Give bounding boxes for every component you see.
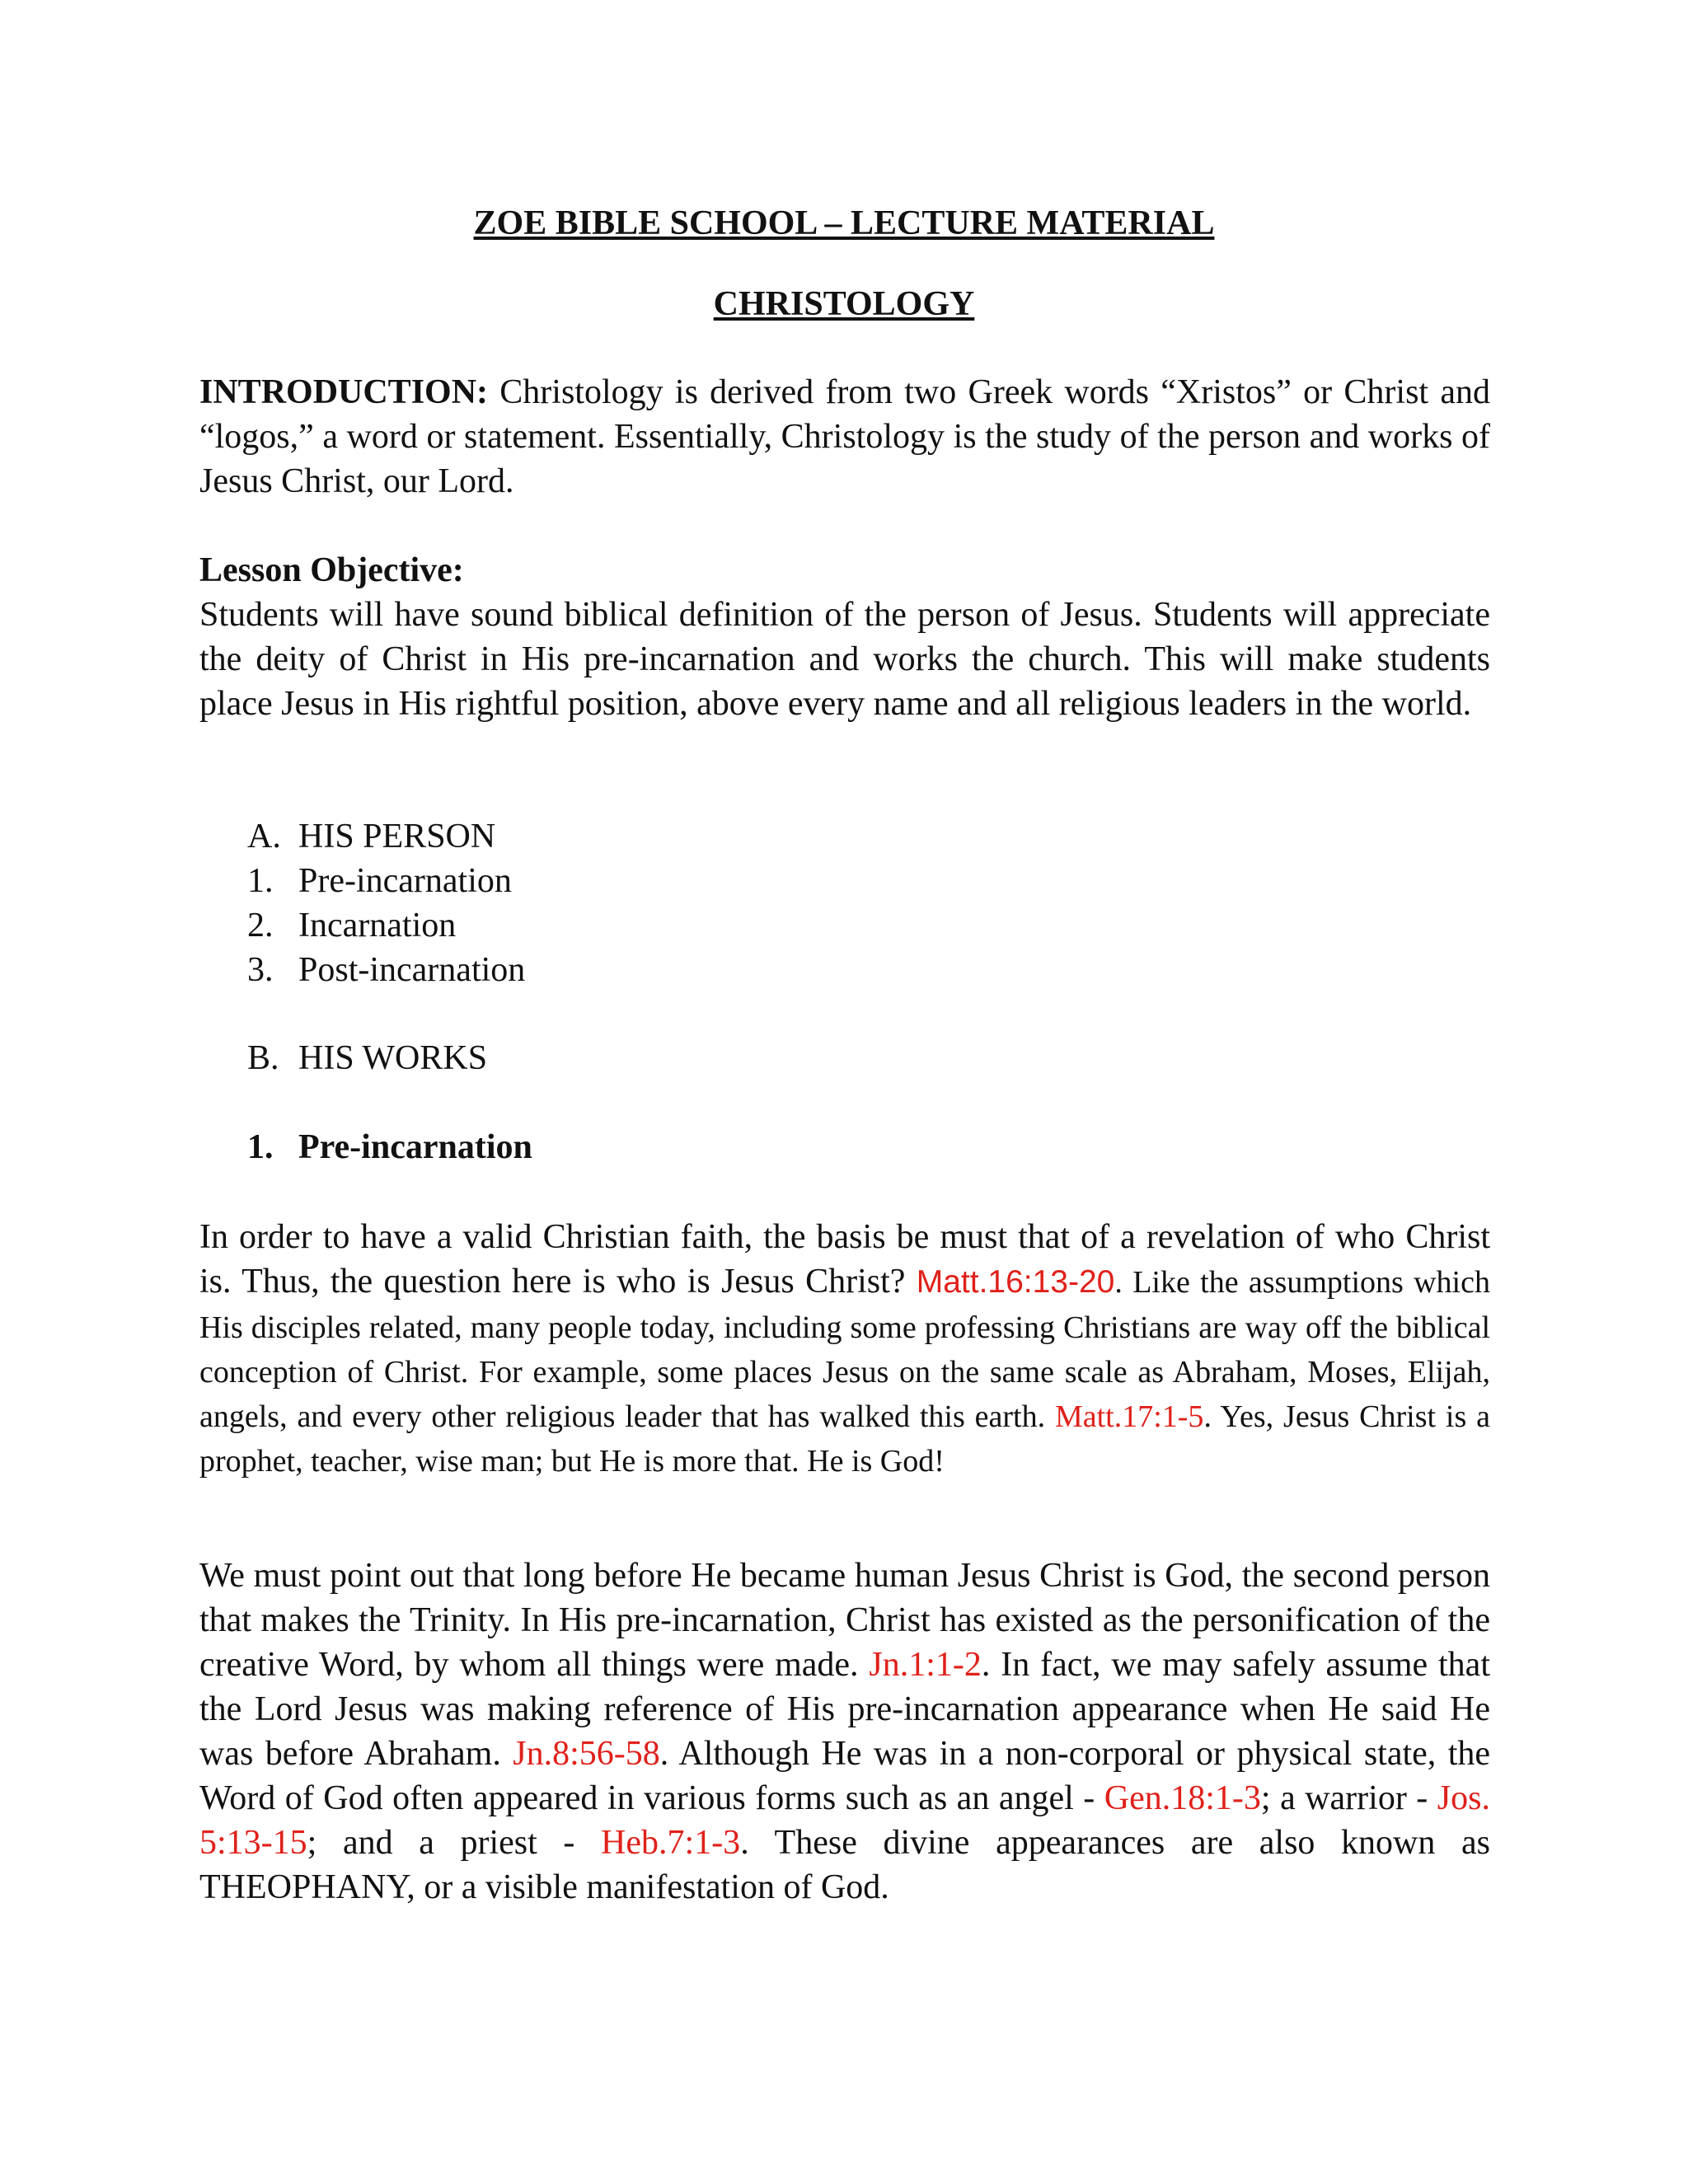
introduction-text: Christology is derived from two Greek words “Xristos” or Christ and “logos,” a word or statement. Essentially, Christology is the study of the person and works of Jesus Christ, our Lord. <box>199 373 1490 500</box>
outline-section-a-label: HIS PERSON <box>298 818 496 855</box>
paragraph-text: We must point out that long before He became human Jesus Christ is God, the second person that makes the Trinity. In His pre-incarnation, Christ has existed as the personification of the creative Word, by whom all things were made. <box>199 1557 1490 1684</box>
scripture-reference: Gen.18:1-3 <box>1104 1779 1261 1817</box>
outline-section-b <box>247 1036 487 1080</box>
section-number: 1. <box>247 1128 274 1166</box>
introduction-paragraph <box>199 370 1490 504</box>
outline-marker: A. <box>247 818 281 855</box>
paragraph-text: In order to have a valid Christian faith, the basis be must that of a revelation of who Christ is. Thus, the question here is who is Jesus Christ? <box>199 1218 1490 1301</box>
paragraph-text: . In fact, we may safely assume that the Lord Jesus was making reference of His pre-incarnation appearance when He said He was before Abraham. <box>199 1646 1490 1773</box>
document-subtitle: CHRISTOLOGY <box>713 285 975 323</box>
outline-marker: 2. <box>247 907 274 944</box>
introduction-label: INTRODUCTION: <box>199 373 489 411</box>
paragraph-text: . Like the assumptions which His disciples related, many people today, including some professing Christians are way off the biblical conception of Christ. For example, some places Jesus on the same scale as Abraham, Moses, Elijah, angels, and every other religious leader that has walked this earth. <box>199 1265 1490 1434</box>
paragraph-text: ; a warrior - <box>1260 1779 1437 1817</box>
paragraph-revelation <box>199 1215 1490 1483</box>
document-title: ZOE BIBLE SCHOOL – LECTURE MATERIAL <box>473 204 1215 242</box>
outline-section-a <box>247 814 525 859</box>
outline-section-b-label: HIS WORKS <box>298 1039 488 1077</box>
scripture-reference: Jn.1:1-2 <box>869 1646 982 1684</box>
outline-item <box>247 859 525 903</box>
outline-item-label: Pre-incarnation <box>298 862 512 900</box>
outline-item-label: Incarnation <box>298 907 457 944</box>
section-heading-text: Pre-incarnation <box>298 1128 532 1166</box>
section-heading <box>247 1125 532 1169</box>
outline-item <box>247 948 525 992</box>
paragraph-text: . These divine appearances are also known as THEOPHANY, or a visible manifestation of God. <box>199 1824 1490 1906</box>
scripture-reference: Matt.17:1-5 <box>1054 1399 1204 1434</box>
outline-marker: 1. <box>247 862 274 900</box>
objective-label: Lesson Objective: <box>199 551 464 589</box>
scripture-reference: Heb.7:1-3 <box>601 1824 741 1862</box>
paragraph-text: ; and a priest - <box>307 1824 602 1862</box>
outline-item-label: Post-incarnation <box>298 951 526 989</box>
outline-marker: B. <box>247 1039 279 1077</box>
paragraph-text: . Although He was in a non-corporal or physical state, the Word of God often appeared in various forms such as an angel - <box>199 1735 1491 1817</box>
outline-item <box>247 903 525 948</box>
paragraph-text: . Yes, Jesus Christ is a prophet, teacher, wise man; but He is more that. He is God! <box>199 1399 1490 1479</box>
scripture-reference: Matt.16:13-20 <box>916 1264 1115 1300</box>
scripture-reference: Jos. 5:13-15 <box>199 1779 1490 1862</box>
scripture-reference: Jn.8:56-58 <box>513 1735 660 1773</box>
objective-text: Students will have sound biblical definition of the person of Jesus. Students will appreciate the deity of Christ in His pre-incarnation and works the church. This will make students place Jesus in His rightful position, above every name and all religious leaders in the world. <box>199 596 1490 723</box>
outline-marker: 3. <box>247 951 274 989</box>
outline-list <box>247 814 525 992</box>
paragraph-theophany <box>199 1554 1490 1910</box>
